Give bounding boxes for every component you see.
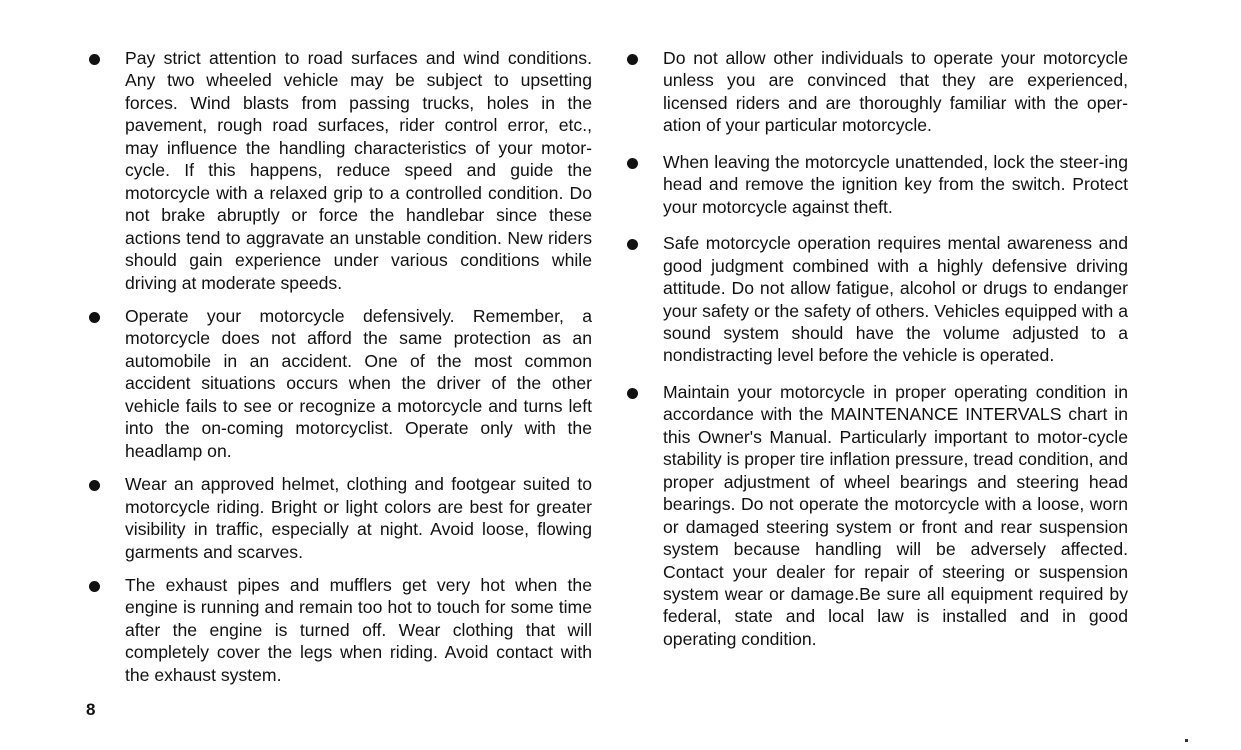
- bullet-item: [88, 47, 592, 294]
- bullet-dot-icon: [89, 312, 100, 323]
- bullet-dot-icon: [89, 480, 100, 491]
- bullet-text: The exhaust pipes and mufflers get very hot when the engine is running and remain too hot to touch for some time after the engine is turned off. Wear clothing that will completely cover the legs when riding. Avoid contact with the exhaust system.: [125, 574, 592, 685]
- page-number: 8: [86, 700, 96, 719]
- bullet-item: [626, 47, 1128, 137]
- bullet-text: Safe motorcycle operation requires mental awareness and good judgment combined with a highly defensive driving attitude. Do not allow fatigue, alcohol or drugs to endanger your safety or the safety of others. Vehicles equipped with a sound system should have the volume adjusted to a nondistracting level before the vehicle is operated.: [663, 233, 1128, 366]
- bullet-dot-icon: [89, 581, 100, 592]
- bullet-item: [626, 381, 1128, 650]
- bullet-item: [626, 151, 1128, 218]
- bullet-dot-icon: [627, 158, 638, 169]
- bullet-text: When leaving the motorcycle unattended, lock the steer-ing head and remove the ignition key from the switch. Protect your motorcycle against theft.: [663, 151, 1128, 217]
- bullet-text: Do not allow other individuals to operate your motorcycle unless you are convinced that they are experienced, licensed riders and are thoroughly familiar with the oper-ation of your particular motorcycle.: [663, 48, 1128, 136]
- scan-speck-mark: [1185, 739, 1188, 742]
- bullet-dot-icon: [627, 239, 638, 250]
- bullet-item: [88, 473, 592, 563]
- left-column: [88, 47, 592, 686]
- right-column: [626, 47, 1128, 650]
- bullet-text: Maintain your motorcycle in proper operating condition in accordance with the MAINTENANCE INTERVALS chart in this Owner's Manual. Particularly important to motor-cycle stability is proper tire inflation pressure, tread condition, and proper adjustment of wheel bearings and steering head bearings. Do not operate the motorcycle with a loose, worn or damaged steering system or front and rear suspension system because handling will be adversely affected. Contact your dealer for repair of steering or suspension system wear or damage.Be sure all equipment required by federal, state and local law is installed and in good operating condition.: [663, 381, 1128, 649]
- bullet-item: [88, 574, 592, 686]
- bullet-text: Pay strict attention to road surfaces and wind conditions. Any two wheeled vehicle may be subject to upsetting forces. Wind blasts from passing trucks, holes in the pavement, rough road surfaces, rider control error, etc., may influence the handling characteristics of your motor-cycle. If this happens, reduce speed and guide the motorcycle with a relaxed grip to a controlled condition. Do not brake abruptly or force the handlebar since these actions tend to aggravate an unstable condition. New riders should gain experience under various conditions while driving at moderate speeds.: [125, 48, 592, 293]
- bullet-text: Wear an approved helmet, clothing and footgear suited to motorcycle riding. Bright or light colors are best for greater visibility in traffic, especially at night. Avoid loose, flowing garments and scarves.: [125, 474, 592, 562]
- bullet-item: [88, 305, 592, 462]
- bullet-text: Operate your motorcycle defensively. Remember, a motorcycle does not afford the same protection as an automobile in an accident. One of the most common accident situations occurs when the driver of the other vehicle fails to see or recognize a motorcycle and turns left into the on-coming motorcyclist. Operate only with the headlamp on.: [125, 305, 592, 461]
- bullet-dot-icon: [627, 54, 638, 65]
- bullet-dot-icon: [627, 388, 638, 399]
- bullet-item: [626, 232, 1128, 367]
- bullet-dot-icon: [89, 54, 100, 65]
